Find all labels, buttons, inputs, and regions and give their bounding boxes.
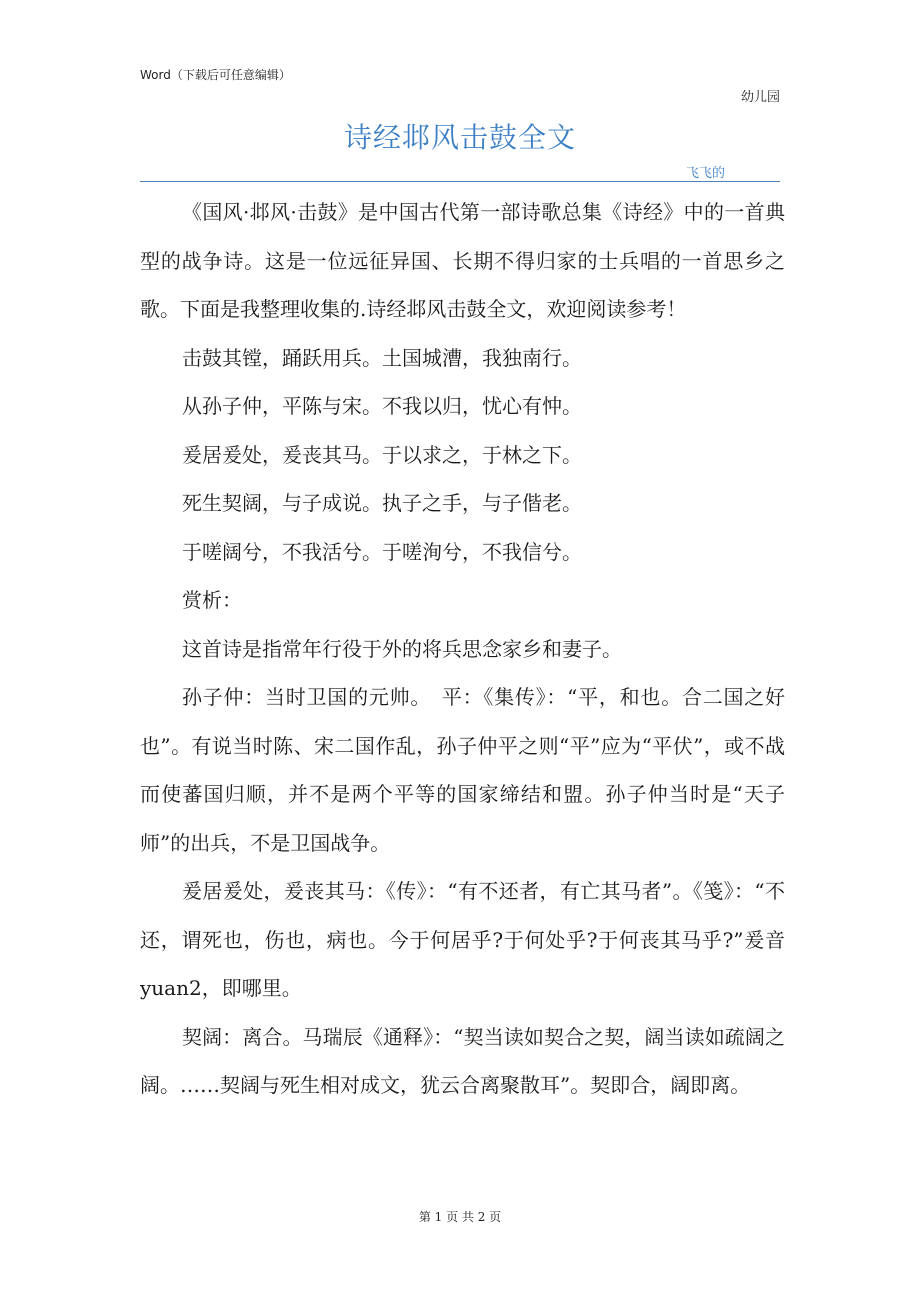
poem-line-3: 爰居爰处，爰丧其马。于以求之，于林之下。 <box>182 442 582 467</box>
analysis-paragraph: 爰居爰处，爰丧其马：《传》：“有不还者，有亡其马者”。《笺》：“不还，谓死也，伤也，病也。今于何居乎?于何处乎?于何丧其马乎?”爰音 yuan2，即哪里。 <box>140 879 785 1000</box>
document-title: 诗经邶风击鼓全文 <box>343 121 576 154</box>
poem-line-2: 从孙子仲，平陈与宋。不我以归，忧心有忡。 <box>182 394 582 418</box>
intro-paragraph: 《国风·邶风·击鼓》是中国古代第一部诗歌总集《诗经》中的一首典型的战争诗。这是一位远征异国、长期不得归家的士兵唱的一首思乡之歌。下面是我整理收集的.诗经邶风击鼓全文，欢迎阅读参考！ <box>140 200 785 321</box>
document-author: 飞飞的 <box>686 166 726 181</box>
analysis-paragraph: 这首诗是指常年行役于外的将兵思念家乡和妻子。 <box>182 636 622 661</box>
analysis-paragraph: 契阔：离合。马瑞辰《通释》：“契当读如契合之契，阔当读如疏阔之阔。……契阔与死生相对成文，犹云合离聚散耳”。契即合，阔即离。 <box>140 1024 785 1097</box>
page-number: 第 1 页 共 2 页 <box>418 1210 502 1224</box>
analysis-paragraph: 孙子仲：当时卫国的元帅。 平：《集传》：“平，和也。合二国之好也”。有说当时陈、宋二国作乱，孙子仲平之则“平”应为“平伏”，或不战而使蕃国归顺，并不是两个平等的国家缔结和盟。孙子仲当时是“天子师”的出兵，不是卫国战争。 <box>140 685 785 855</box>
poem-line-1: 击鼓其镗，踊跃用兵。土国城漕，我独南行。 <box>182 345 582 370</box>
header-left-label: Word（下载后可任意编辑） <box>140 68 291 82</box>
document-body <box>140 188 785 1110</box>
analysis-heading: 赏析： <box>182 588 242 612</box>
header-right-label: 幼儿园 <box>740 90 780 105</box>
poem-line-5: 于嗟阔兮，不我活兮。于嗟洵兮，不我信兮。 <box>182 539 582 564</box>
poem-line-4: 死生契阔，与子成说。执子之手，与子偕老。 <box>182 491 582 515</box>
title-divider <box>140 181 780 182</box>
